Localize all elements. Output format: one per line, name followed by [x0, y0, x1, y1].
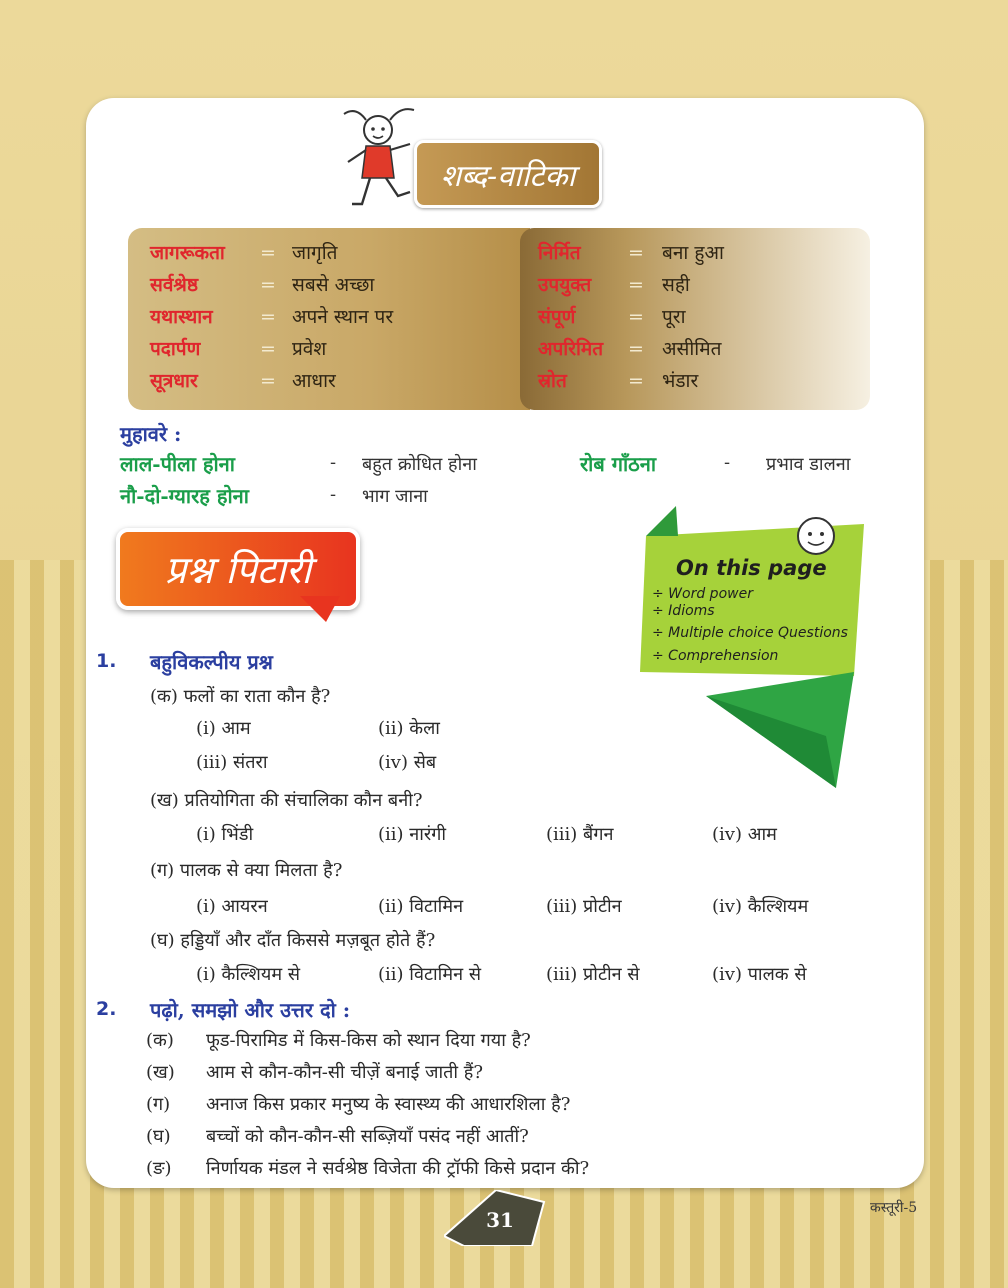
- idiom-meaning: भाग जाना: [362, 486, 428, 507]
- badge-tail-icon: [300, 596, 340, 622]
- vocab-row: [538, 238, 581, 268]
- mcq-option: (iii) प्रोटीन से: [546, 964, 640, 985]
- mcq-option: (ii) विटामिन: [378, 896, 464, 917]
- mcq-option: (iii) प्रोटीन: [546, 896, 622, 917]
- question-label: (घ): [146, 1126, 171, 1147]
- mcq-option: (iii) संतरा: [196, 752, 268, 773]
- vocab-row: [538, 334, 603, 364]
- question-heading: पढ़ो, समझो और उत्तर दो :: [150, 998, 351, 1022]
- idiom-meaning: बहुत क्रोधित होना: [362, 454, 477, 475]
- vocab-eq: =: [260, 306, 276, 328]
- on-this-page-item: ÷ Multiple choice Questions: [652, 625, 848, 641]
- vocab-word: जागरूकता: [150, 242, 225, 264]
- vocab-row: [150, 238, 225, 268]
- vocab-row: [150, 270, 198, 300]
- vocab-eq: =: [260, 274, 276, 296]
- question-number: 1.: [96, 650, 117, 672]
- vocab-eq: =: [628, 338, 644, 360]
- question-label: (ख): [146, 1062, 175, 1083]
- vocab-eq: =: [628, 274, 644, 296]
- question-label: (ङ): [146, 1158, 172, 1179]
- vocab-word: सर्वश्रेष्ठ: [150, 274, 199, 296]
- idiom-phrase: लाल-पीला होना: [120, 452, 235, 476]
- idioms-label: मुहावरे :: [120, 422, 182, 446]
- mcq-option: (iv) पालक से: [712, 964, 807, 985]
- on-this-page-item: ÷ Comprehension: [652, 648, 779, 664]
- mcq-question: (घ) हड्डियाँ और दाँत किससे मज़बूत होते हैं?: [150, 930, 436, 951]
- vocab-meaning: जागृति: [292, 242, 338, 264]
- vocab-meaning: बना हुआ: [662, 242, 724, 264]
- book-name: कस्तूरी-5: [870, 1200, 918, 1216]
- vocab-meaning: भंडार: [662, 370, 699, 392]
- vocab-row: [538, 366, 567, 396]
- question-label: (ग): [146, 1094, 171, 1115]
- vocab-meaning: पूरा: [662, 306, 686, 328]
- section-title: शब्द-वाटिका: [414, 140, 602, 208]
- mcq-option: (ii) विटामिन से: [378, 964, 481, 985]
- mcq-question: (क) फलों का राता कौन है?: [150, 686, 331, 707]
- mcq-option: (ii) केला: [378, 718, 440, 739]
- vocab-meaning: सही: [662, 274, 690, 296]
- idiom-dash: -: [330, 452, 337, 473]
- idiom-phrase: नौ-दो-ग्यारह होना: [120, 484, 249, 508]
- idiom-dash: -: [724, 452, 731, 473]
- vocab-eq: =: [260, 370, 276, 392]
- mcq-option: (ii) नारंगी: [378, 824, 447, 845]
- vocab-eq: =: [260, 338, 276, 360]
- mcq-question: (ग) पालक से क्या मिलता है?: [150, 860, 343, 881]
- mcq-option: (iii) बैंगन: [546, 824, 614, 845]
- page-number: 31: [486, 1208, 514, 1232]
- question-heading: बहुविकल्पीय प्रश्न: [150, 650, 273, 674]
- vocab-row: [150, 302, 213, 332]
- question-text: अनाज किस प्रकार मनुष्य के स्वास्थ्य की आधारशिला है?: [206, 1094, 571, 1115]
- on-this-page-title: On this page: [676, 556, 827, 580]
- vocab-row: [538, 302, 575, 332]
- vocab-eq: =: [628, 242, 644, 264]
- vocab-eq: =: [260, 242, 276, 264]
- vocab-word: निर्मित: [538, 242, 581, 264]
- section-badge: प्रश्न पिटारी: [116, 528, 360, 610]
- mcq-option: (iv) सेब: [378, 752, 437, 773]
- vocab-word: स्रोत: [538, 370, 567, 392]
- vocab-row: [150, 334, 200, 364]
- vocab-eq: =: [628, 370, 644, 392]
- vocab-meaning: अपने स्थान पर: [292, 306, 394, 328]
- vocab-meaning: प्रवेश: [292, 338, 327, 360]
- vocab-row: [150, 366, 198, 396]
- mcq-option: (i) आम: [196, 718, 251, 739]
- question-number: 2.: [96, 998, 117, 1020]
- question-label: (क): [146, 1030, 174, 1051]
- vocab-word: संपूर्ण: [538, 306, 576, 328]
- on-this-page-item: ÷ Word power: [652, 586, 753, 602]
- question-text: फूड-पिरामिड में किस-किस को स्थान दिया गया है?: [206, 1030, 531, 1051]
- mcq-option: (i) आयरन: [196, 896, 268, 917]
- mcq-option: (i) भिंडी: [196, 824, 254, 845]
- on-this-page-banner: [636, 496, 876, 792]
- question-text: बच्चों को कौन-कौन-सी सब्ज़ियाँ पसंद नहीं आतीं?: [206, 1126, 529, 1147]
- mcq-question: (ख) प्रतियोगिता की संचालिका कौन बनी?: [150, 790, 423, 811]
- vocab-word: उपयुक्त: [538, 274, 592, 296]
- vocab-word: पदार्पण: [150, 338, 201, 360]
- vocab-meaning: सबसे अच्छा: [292, 274, 375, 296]
- mcq-option: (iv) आम: [712, 824, 777, 845]
- vocab-meaning: आधार: [292, 370, 336, 392]
- vocab-meaning: असीमित: [662, 338, 722, 360]
- idiom-dash: -: [330, 484, 337, 505]
- on-this-page-item: ÷ Idioms: [652, 603, 715, 619]
- vocab-word: सूत्रधार: [150, 370, 198, 392]
- idiom-meaning: प्रभाव डालना: [766, 454, 851, 475]
- mcq-option: (iv) कैल्शियम: [712, 896, 809, 917]
- idiom-phrase: रोब गाँठना: [580, 452, 657, 476]
- mcq-option: (i) कैल्शियम से: [196, 964, 300, 985]
- question-text: निर्णायक मंडल ने सर्वश्रेष्ठ विजेता की ट्रॉफी किसे प्रदान की?: [206, 1158, 590, 1179]
- question-text: आम से कौन-कौन-सी चीज़ें बनाई जाती हैं?: [206, 1062, 483, 1083]
- vocab-word: यथास्थान: [150, 306, 213, 328]
- vocab-eq: =: [628, 306, 644, 328]
- vocab-word: अपरिमित: [538, 338, 604, 360]
- vocab-row: [538, 270, 591, 300]
